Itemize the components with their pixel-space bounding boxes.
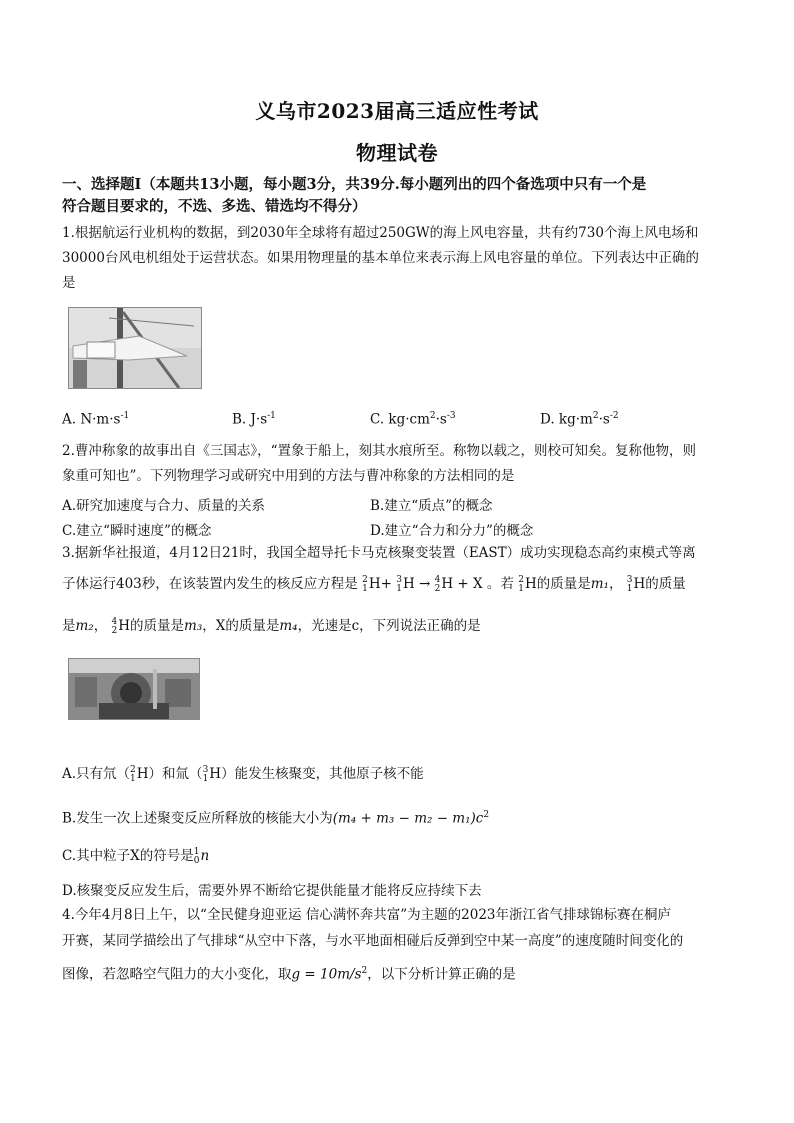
section-heading-line1: 一、选择题Ⅰ（本题共13小题，每小题3分，共39分.每小题列出的四个备选项中只有一个是 — [62, 176, 647, 193]
q4-line1: 4.今年4月8日上午，以“全民健身迎亚运 信心满怀奔共富”为主题的2023年浙江省气排球锦标赛在桐庐 — [62, 907, 672, 923]
q1-option-c: C. $kg\cdot cm^2\cdot s^{-3}$ — [370, 411, 456, 428]
q1-option-d: D. $kg\cdot m^2\cdot s^{-2}$ — [540, 411, 619, 428]
nuclide-4-2: 4 2 — [434, 574, 441, 594]
nuclide-deuterium: 2 1 — [130, 764, 136, 784]
q3-tokamak-photo — [68, 658, 200, 720]
q1-line3: 是 — [62, 275, 76, 291]
q4-line2: 开赛，某同学描绘出了气排球“从空中下落，与水平地面相碰后反弹到空中某一高度”的速度随时间变化的 — [62, 933, 684, 949]
q3-option-c: C.其中粒子X的符号是 1 0 n — [62, 846, 210, 866]
q3-line1: 3.据新华社报道，4月12日21时，我国全超导托卡马克核聚变装置（EAST）成功实现稳态高约束模式等离 — [62, 545, 696, 561]
q2-option-d: D.建立“合力和分力”的概念 — [370, 523, 534, 539]
q1-line1: 1.根据航运行业机构的数据，到2030年全球将有超过250GW的海上风电容量，共有约730个海上风电场和 — [62, 225, 699, 241]
q3-line2: 子体运行403秒，在该装置内发生的核反应方程是 2 1 H+ 3 1 H → 4 2 H + X 。若 2 1 H的质量是m₁， 3 1 H的质量 — [62, 574, 686, 594]
q3-line3: 是m₂， 4 2 H的质量是m₃，X的质量是m₄，光速是c，下列说法正确的是 — [62, 616, 481, 636]
nuclide-2-1: 2 1 — [362, 574, 368, 594]
nuclide-4-2b: 4 2 — [111, 616, 118, 636]
q2-line2: 象重可知也”。下列物理学习或研究中用到的方法与曹冲称象的方法相同的是 — [62, 468, 515, 484]
q3-option-d: D.核聚变反应发生后，需要外界不断给它提供能量才能将反应持续下去 — [62, 883, 482, 899]
q2-option-b: B.建立“质点”的概念 — [370, 498, 493, 514]
q2-option-c: C.建立“瞬时速度”的概念 — [62, 523, 212, 539]
section-heading-line2: 符合题目要求的，不选、多选、错选均不得分） — [62, 198, 367, 215]
q2-line1: 2.曹冲称象的故事出自《三国志》，“置象于船上，刻其水痕所至。称物以载之，则校可知矣。复称他物，则 — [62, 443, 697, 459]
exam-subtitle: 物理试卷 — [356, 141, 438, 165]
nuclide-3-1: 3 1 — [396, 574, 402, 594]
nuclide-2-1b: 2 1 — [518, 574, 524, 594]
nuclide-neutron: 1 0 — [193, 846, 200, 866]
exam-title: 义乌市2023届高三适应性考试 — [255, 99, 539, 123]
nuclide-3-1b: 3 1 — [626, 574, 633, 594]
q4-line3: 图像，若忽略空气阻力的大小变化，取$g = 10m/s^2$，以下分析计算正确的是 — [62, 966, 516, 983]
q1-option-b: B. $J\cdot s^{-1}$ — [232, 411, 276, 428]
q1-wind-turbine-photo — [68, 307, 202, 389]
q2-option-a: A.研究加速度与合力、质量的关系 — [62, 498, 266, 514]
q1-option-a: A. $N\cdot m\cdot s^{-1}$ — [62, 411, 130, 428]
q3-option-a: A.只有氘（ 2 1 H）和氚（ 3 1 H）能发生核聚变，其他原子核不能 — [62, 764, 424, 784]
q3-option-b: B.发生一次上述聚变反应所释放的核能大小为$(m_4 + m_3 - m_2 - m_1)c^2$ — [62, 810, 490, 827]
nuclide-tritium: 3 1 — [202, 764, 209, 784]
q1-line2: 30000台风电机组处于运营状态。如果用物理量的基本单位来表示海上风电容量的单位。下列表达中正确的 — [62, 250, 699, 266]
